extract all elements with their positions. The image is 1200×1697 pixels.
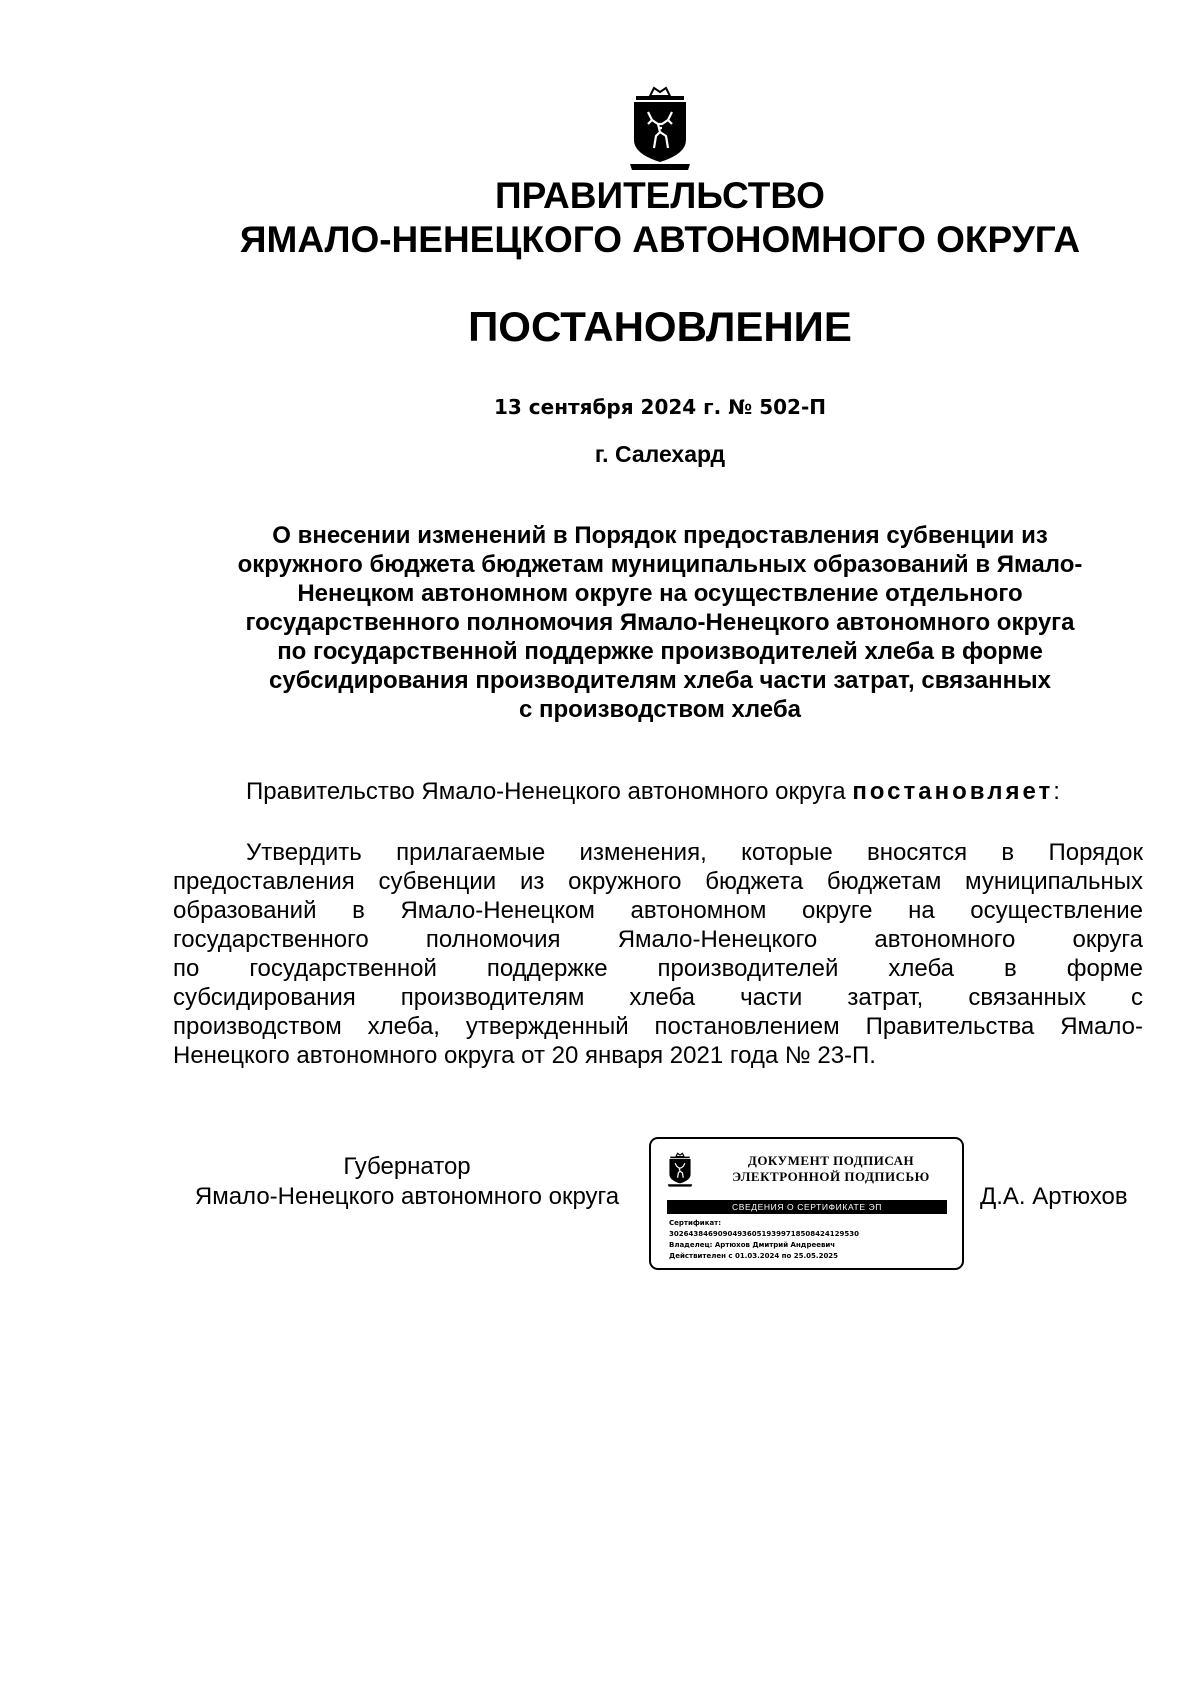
stamp-title-line2: ЭЛЕКТРОННОЙ ПОДПИСЬЮ [732,1169,930,1184]
preamble-emphasis: постановляет [852,778,1054,805]
stamp-title-line1: ДОКУМЕНТ ПОДПИСАН [747,1153,915,1168]
stamp-cert-number: 302643846909049360519399718508424129530 [669,1230,859,1238]
preamble-colon: : [1053,778,1060,805]
subject-line: государственного полномочия Ямало-Ненецкого автономного округа [245,609,1075,636]
signer-position-line2: Ямало-Ненецкого автономного округа [194,1183,620,1210]
body-paragraph [173,838,1143,1070]
stamp-validity: Действителен с 01.03.2024 по 25.05.2025 [669,1252,839,1260]
stamp-title [715,1153,947,1185]
document-type: ПОСТАНОВЛЕНИЕ [468,303,852,350]
body-line: производством хлеба, утвержденный постановлением Правительства Ямало- [173,1013,1143,1040]
coat-of-arms-icon [667,1151,693,1189]
subject-line: по государственной поддержке производителей хлеба в форме [277,638,1043,665]
subject-line: с производством хлеба [519,696,801,723]
body-line: субсидирования производителям хлеба части затрат, связанных с [173,984,1143,1011]
signer-name: Д.А. Артюхов [980,1183,1128,1210]
document-city: г. Салехард [594,441,726,467]
document-subject [140,521,1180,724]
signer-position-line1: Губернатор [343,1153,471,1180]
body-line: предоставления субвенции из окружного бюджета бюджетам муниципальных [173,868,1143,895]
stamp-certificate-header: СВЕДЕНИЯ О СЕРТИФИКАТЕ ЭП [667,1200,947,1214]
subject-line: окружного бюджета бюджетам муниципальных образований в Ямало- [237,551,1083,578]
preamble [246,777,1060,807]
electronic-signature-stamp [649,1137,964,1270]
subject-line: субсидирования производителям хлеба части затрат, связанных [269,667,1051,694]
subject-line: Ненецком автономном округе на осуществление отдельного [297,580,1023,607]
subject-line: О внесении изменений в Порядок предоставления субвенции из [272,522,1048,549]
government-title-line1: ПРАВИТЕЛЬСТВО [495,175,825,216]
body-line: образований в Ямало-Ненецком автономном округе на осуществление [173,897,1143,924]
preamble-text: Правительство Ямало-Ненецкого автономного округа [246,778,853,805]
body-line: государственного полномочия Ямало-Ненецкого автономного округа [173,926,1143,953]
stamp-owner: Владелец: Артюхов Дмитрий Андреевич [669,1241,836,1249]
document-date-number: 13 сентября 2024 г. № 502-П [493,395,826,419]
body-line: Утвердить прилагаемые изменения, которые вносятся в Порядок [246,839,1143,866]
coat-of-arms-icon [628,84,692,174]
body-line: по государственной поддержке производителей хлеба в форме [173,955,1143,982]
body-line: Ненецкого автономного округа от 20 января 2021 года № 23-П. [173,1042,876,1069]
government-title-line2: ЯМАЛО-НЕНЕЦКОГО АВТОНОМНОГО ОКРУГА [239,219,1081,260]
stamp-cert-label: Сертификат: [669,1219,722,1227]
